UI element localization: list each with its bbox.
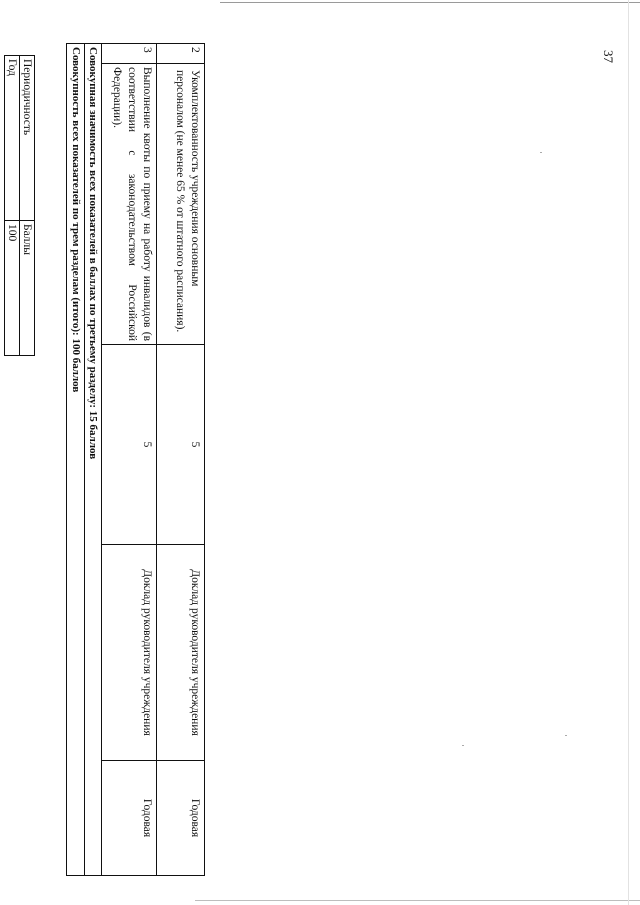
points-value: 100 [5,221,20,356]
scan-speck [540,152,542,153]
scan-speck [565,735,567,736]
table-row [102,44,157,876]
rotated-page-content [0,0,248,870]
page-number: 37 [601,50,616,63]
indicator-score: 5 [102,345,157,545]
indicator-score: 5 [157,345,205,545]
indicator-source: Доклад руководителя учреждения [102,545,157,761]
table-row [20,56,35,356]
indicator-name: Укомплектованность учреждения основным персоналом (не менее 65 % от штатного расписания). [157,64,205,345]
indicator-period: Годовая [102,761,157,876]
points-header: Баллы [20,221,35,356]
periodicity-header: Периодичность [20,56,35,221]
periodicity-table [4,55,35,356]
table-row [5,56,20,356]
scan-edge-bottom [195,900,640,901]
row-number: 2 [157,44,205,64]
indicator-source: Доклад руководителя учреждения [157,545,205,761]
total-section-three: Совокупная значимость всех показателей в баллах по третьему разделу: 15 баллов [84,44,101,876]
total-overall: Совокупность всех показателей по трем разделам (итого): 100 баллов [67,44,84,876]
table-row [157,44,205,876]
total-row-overall [67,44,84,876]
indicators-table [66,43,205,876]
indicator-name: Выполнение квоты по приему на работу инвалидов (в соответствии с законодательством Российской Федерации). [102,64,157,345]
periodicity-value: Год [5,56,20,221]
indicator-period: Годовая [157,761,205,876]
total-row-section-three [84,44,101,876]
scan-edge-right [628,0,629,905]
scan-speck [462,745,464,746]
scan-edge-top [220,2,640,3]
row-number: 3 [102,44,157,64]
